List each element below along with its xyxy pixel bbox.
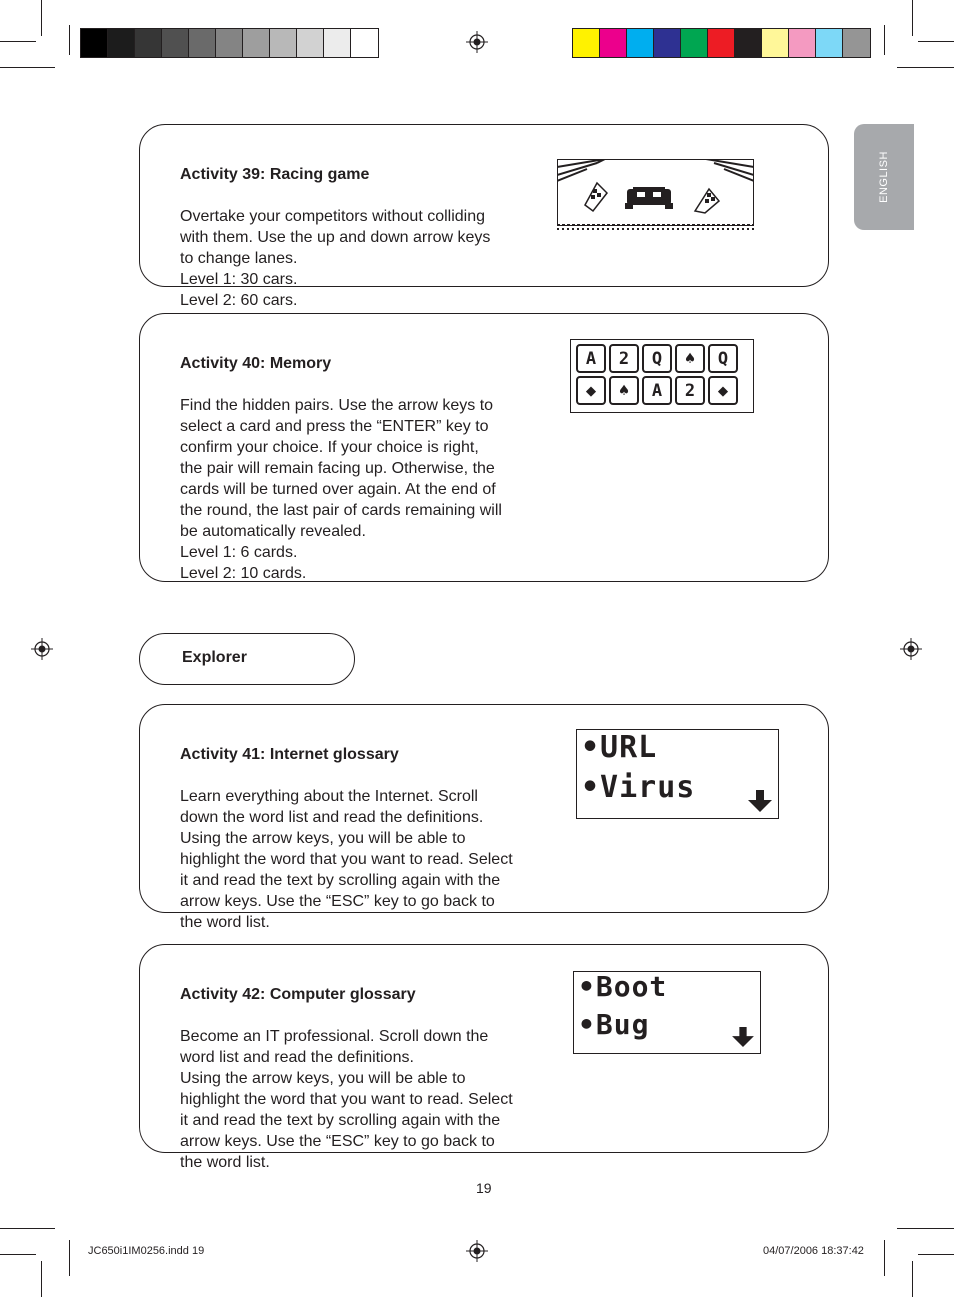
color-swatch bbox=[789, 29, 816, 57]
activity-42-box bbox=[139, 944, 829, 1171]
color-swatch bbox=[627, 29, 654, 57]
activity-42-title: Activity 42: Computer glossary bbox=[180, 986, 416, 1003]
grayscale-color-bar bbox=[80, 28, 379, 58]
color-swatch bbox=[270, 29, 297, 57]
color-swatch bbox=[135, 29, 162, 57]
process-color-bar bbox=[572, 28, 871, 58]
activity-41-body: Learn everything about the Internet. Scroll down the word list and read the definitions. Using the arrow keys, you will be able to highlight the word that you want to read. Select it and read the text by scrolling again with the arrow keys. Use the “ESC” key to go back to the word list. bbox=[180, 788, 513, 931]
registration-mark-icon bbox=[31, 638, 53, 660]
arrow-down-icon bbox=[748, 790, 772, 812]
color-swatch bbox=[108, 29, 135, 57]
color-swatch bbox=[600, 29, 627, 57]
crop-mark bbox=[884, 1240, 885, 1276]
screen-item: •Boot bbox=[578, 970, 668, 1003]
language-tab bbox=[854, 124, 914, 230]
memory-card: Q bbox=[642, 344, 672, 373]
page-number: 19 bbox=[476, 1180, 492, 1196]
crop-mark bbox=[69, 1240, 70, 1276]
crop-mark bbox=[0, 67, 55, 68]
timestamp-slug: 04/07/2006 18:37:42 bbox=[763, 1245, 864, 1257]
activity-42-body: Become an IT professional. Scroll down the word list and read the definitions. Using the arrow keys, you will be able to highlight the word that you want to read. Select it and read the text by scrolling again with the arrow keys. Use the “ESC” key to go back to the word list. bbox=[180, 1028, 513, 1171]
card-row bbox=[576, 376, 748, 405]
crop-mark bbox=[912, 1261, 913, 1297]
screen-item: •Bug bbox=[578, 1008, 650, 1041]
activity-40-title: Activity 40: Memory bbox=[180, 355, 332, 372]
activity-41-box bbox=[139, 704, 829, 931]
section-heading-pill bbox=[139, 633, 355, 685]
registration-mark-icon bbox=[466, 31, 488, 53]
memory-card: ♠ bbox=[675, 344, 705, 373]
crop-mark bbox=[0, 41, 36, 42]
color-swatch bbox=[297, 29, 324, 57]
registration-mark-icon bbox=[900, 638, 922, 660]
internet-glossary-screen bbox=[576, 729, 779, 819]
crop-mark bbox=[41, 0, 42, 36]
crop-mark bbox=[897, 67, 954, 68]
color-swatch bbox=[681, 29, 708, 57]
color-swatch bbox=[573, 29, 600, 57]
crop-mark bbox=[912, 0, 913, 36]
color-swatch bbox=[654, 29, 681, 57]
crop-mark bbox=[0, 1228, 55, 1229]
memory-card: A bbox=[576, 344, 606, 373]
memory-card: 2 bbox=[675, 376, 705, 405]
section-label: Explorer bbox=[182, 649, 247, 666]
memory-card: A bbox=[642, 376, 672, 405]
color-swatch bbox=[216, 29, 243, 57]
color-swatch bbox=[243, 29, 270, 57]
racing-game-screen-illustration bbox=[557, 159, 754, 231]
color-swatch bbox=[189, 29, 216, 57]
color-swatch bbox=[843, 29, 870, 57]
memory-card: 2 bbox=[609, 344, 639, 373]
screen-item: •URL bbox=[581, 730, 658, 765]
color-swatch bbox=[81, 29, 108, 57]
registration-mark-icon bbox=[466, 1240, 488, 1262]
color-swatch bbox=[324, 29, 351, 57]
crop-mark bbox=[0, 1254, 36, 1255]
language-tab-label: ENGLISH bbox=[878, 151, 890, 203]
activity-39-box bbox=[139, 124, 829, 309]
crop-mark bbox=[41, 1261, 42, 1297]
screen-item: •Virus bbox=[581, 770, 696, 805]
activity-39-body: Overtake your competitors without colliding with them. Use the up and down arrow keys to change lanes. Level 1: 30 cars. Level 2: 60 cars. bbox=[180, 208, 491, 309]
color-swatch bbox=[708, 29, 735, 57]
activity-40-box bbox=[139, 313, 829, 582]
crop-mark bbox=[918, 1254, 954, 1255]
crop-mark bbox=[918, 41, 954, 42]
card-row bbox=[576, 344, 748, 373]
memory-card: ◆ bbox=[576, 376, 606, 405]
crop-mark bbox=[69, 25, 70, 55]
crop-mark bbox=[884, 25, 885, 55]
memory-game-screen bbox=[570, 339, 754, 413]
memory-card: Q bbox=[708, 344, 738, 373]
color-swatch bbox=[162, 29, 189, 57]
color-swatch bbox=[735, 29, 762, 57]
memory-card: ◆ bbox=[708, 376, 738, 405]
activity-39-title: Activity 39: Racing game bbox=[180, 166, 370, 183]
activity-40-body: Find the hidden pairs. Use the arrow keys to select a card and press the “ENTER” key to confirm your choice. If your choice is right, the pair will remain facing up. Otherwise, the cards will be turned over again. At the end of the round, the last pair of cards remaining will be automatically revealed. Level 1: 6 cards. Level 2: 10 cards. bbox=[180, 397, 502, 582]
file-slug: JC650i1IM0256.indd 19 bbox=[88, 1245, 205, 1257]
color-swatch bbox=[351, 29, 378, 57]
arrow-down-icon bbox=[732, 1027, 754, 1047]
color-swatch bbox=[762, 29, 789, 57]
color-swatch bbox=[816, 29, 843, 57]
memory-card: ♠ bbox=[609, 376, 639, 405]
crop-mark bbox=[897, 1228, 954, 1229]
activity-41-title: Activity 41: Internet glossary bbox=[180, 746, 399, 763]
computer-glossary-screen bbox=[573, 971, 761, 1054]
